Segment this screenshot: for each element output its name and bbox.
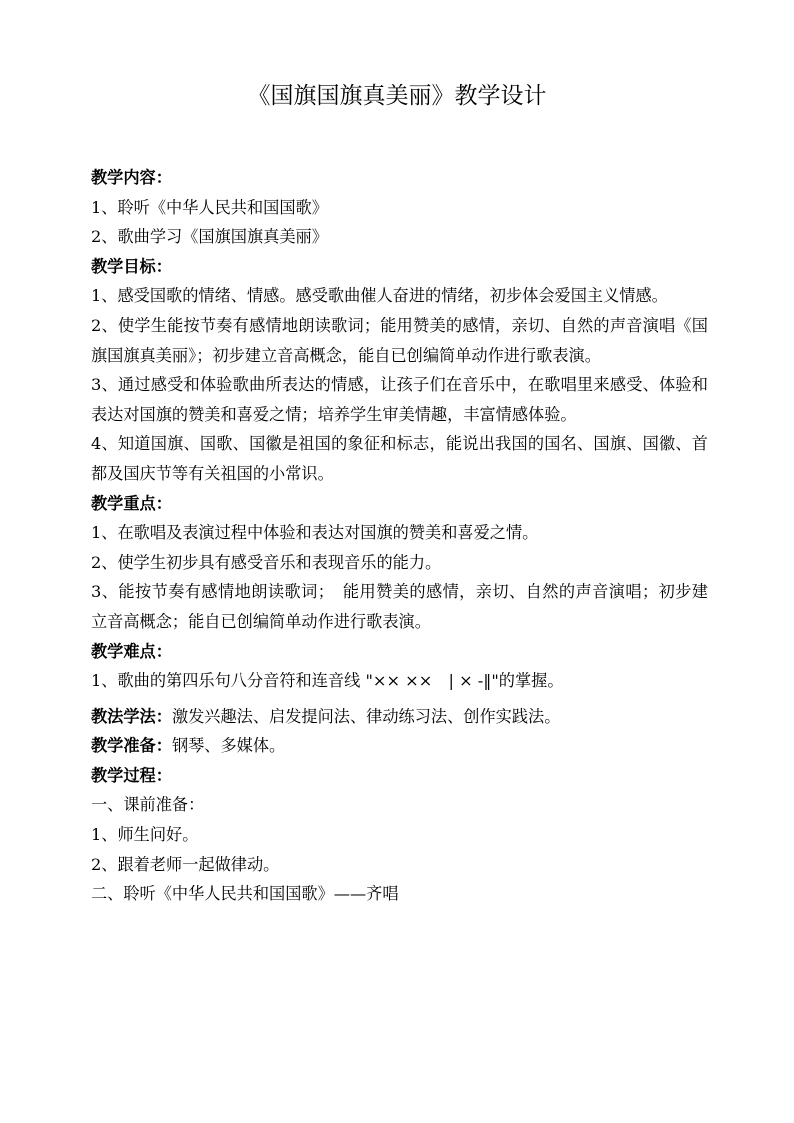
goal-item-4: 4、知道国旗、国歌、国徽是祖国的象征和标志，能说出我国的国名、国旗、国徽、首都及国庆节等有关祖国的小常识。 <box>91 434 708 483</box>
preparation-text: 钢琴、多媒体。 <box>171 736 286 756</box>
difficulty-item-1: 1、歌曲的第四乐句八分音符和连音线 "×× ×× | × -‖"的掌握。 <box>91 671 564 691</box>
goal-item-2: 2、使学生能按节奏有感情地朗读歌词；能用赞美的感情，亲切、自然的声音演唱《国旗国旗真美丽》；初步建立音高概念，能自已创编简单动作进行歌表演。 <box>91 315 708 365</box>
goal-item-3: 3、通过感受和体验歌曲所表达的情感，让孩子们在音乐中，在歌唱里来感受、体验和表达对国旗的赞美和喜爱之情；培养学生审美情趣，丰富情感体验。 <box>91 375 708 424</box>
key-point-item-3: 3、能按节奏有感情地朗读歌词； 能用赞美的感情，亲切、自然的声音演唱；初步建立音高概念；能自已创编简单动作进行歌表演。 <box>91 582 708 631</box>
process-item-2: 1、师生问好。 <box>91 825 199 845</box>
document-body <box>91 163 708 909</box>
preparation-line <box>91 731 708 761</box>
section-heading-key-points: 教学重点： <box>91 493 172 513</box>
preparation-label: 教学准备： <box>91 736 172 756</box>
key-point-item-2: 2、使学生初步具有感受音乐和表现音乐的能力。 <box>91 552 442 572</box>
methods-text: 激发兴趣法、启发提问法、律动练习法、创作实践法。 <box>171 706 561 726</box>
content-item-1: 1、聆听《中华人民共和国国歌》 <box>91 197 328 217</box>
section-heading-difficulties: 教学难点： <box>91 641 172 661</box>
methods-label: 教法学法： <box>91 706 172 726</box>
goal-item-1: 1、感受国歌的情绪、情感。感受歌曲催人奋进的情绪，初步体会爱国主义情感。 <box>91 286 668 306</box>
methods-line <box>91 702 708 732</box>
key-point-item-1: 1、在歌唱及表演过程中体验和表达对国旗的赞美和喜爱之情。 <box>91 523 539 543</box>
document-title: 《国旗国旗真美丽》教学设计 <box>247 83 547 109</box>
process-item-3: 2、跟着老师一起做律动。 <box>91 854 280 874</box>
content-item-2: 2、歌曲学习《国旗国旗真美丽》 <box>91 227 328 247</box>
section-heading-content: 教学内容： <box>91 168 172 187</box>
section-heading-goals: 教学目标： <box>91 256 172 276</box>
process-item-1: 一、课前准备： <box>91 795 205 815</box>
section-heading-process: 教学过程： <box>91 765 172 785</box>
process-item-4: 二、聆听《中华人民共和国国歌》——齐唱 <box>91 884 399 904</box>
